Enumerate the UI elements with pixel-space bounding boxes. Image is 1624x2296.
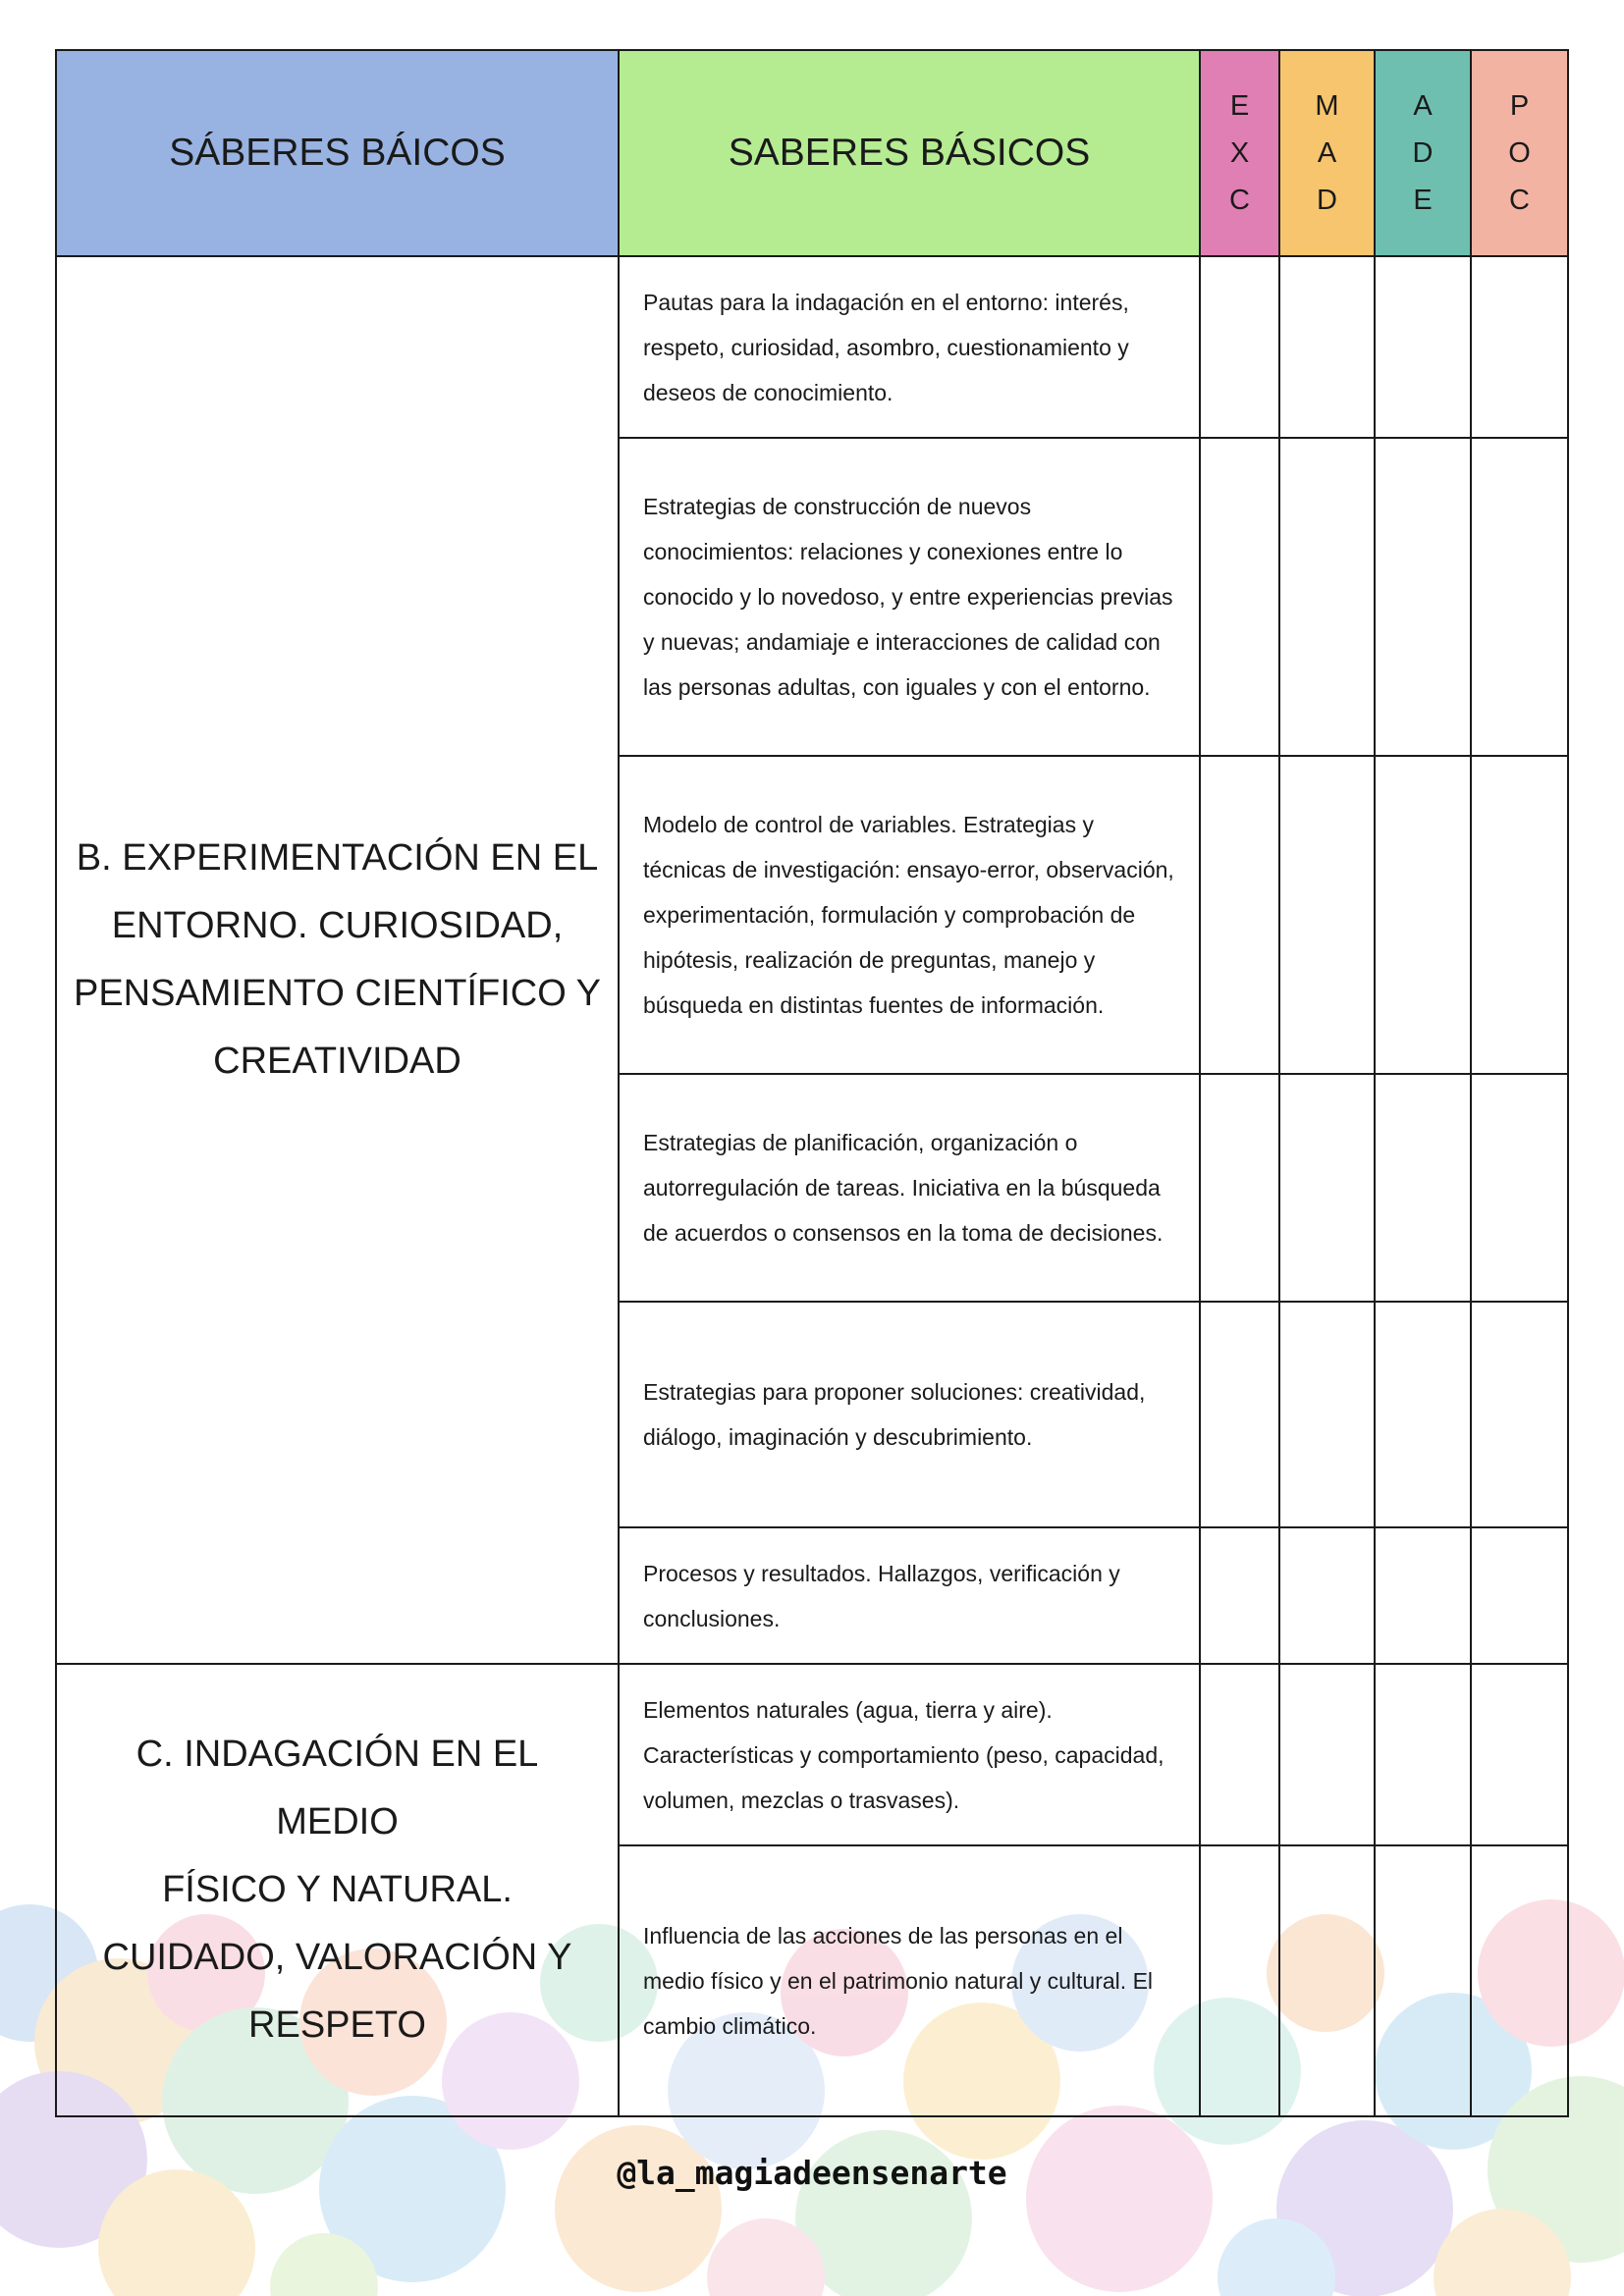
- exc-checkbox-cell[interactable]: [1200, 1845, 1279, 2116]
- poc-checkbox-cell[interactable]: [1471, 756, 1568, 1074]
- ade-checkbox-cell[interactable]: [1375, 1664, 1471, 1845]
- saber-text: Procesos y resultados. Hallazgos, verificación y conclusiones.: [619, 1527, 1200, 1664]
- mad-header: M A D: [1279, 50, 1375, 256]
- saber-text: Elementos naturales (agua, tierra y aire). Características y comportamiento (peso, capacidad, volumen, mezclas o trasvases).: [619, 1664, 1200, 1845]
- poc-checkbox-cell[interactable]: [1471, 1074, 1568, 1302]
- table-row: [56, 1664, 1568, 1845]
- poc-checkbox-cell[interactable]: [1471, 438, 1568, 756]
- table-row: [56, 256, 1568, 438]
- saber-text: Modelo de control de variables. Estrategias y técnicas de investigación: ensayo-error, observación, experimentación, formulación y comprobación de hipótesis, realización de preguntas, manejo y búsqueda en distintas fuentes de información.: [619, 756, 1200, 1074]
- mad-checkbox-cell[interactable]: [1279, 256, 1375, 438]
- mad-checkbox-cell[interactable]: [1279, 1302, 1375, 1527]
- saber-text: Estrategias de planificación, organización o autorregulación de tareas. Iniciativa en la búsqueda de acuerdos o consensos en la toma de decisiones.: [619, 1074, 1200, 1302]
- exc-header: E X C: [1200, 50, 1279, 256]
- ade-checkbox-cell[interactable]: [1375, 256, 1471, 438]
- mad-checkbox-cell[interactable]: [1279, 756, 1375, 1074]
- evaluation-table: [55, 49, 1569, 2117]
- poc-checkbox-cell[interactable]: [1471, 1664, 1568, 1845]
- poc-checkbox-cell[interactable]: [1471, 256, 1568, 438]
- ade-checkbox-cell[interactable]: [1375, 756, 1471, 1074]
- mad-checkbox-cell[interactable]: [1279, 1664, 1375, 1845]
- exc-checkbox-cell[interactable]: [1200, 756, 1279, 1074]
- exc-checkbox-cell[interactable]: [1200, 1074, 1279, 1302]
- header-row: [56, 50, 1568, 256]
- ade-header: A D E: [1375, 50, 1471, 256]
- saberes-header: SABERES BÁSICOS: [619, 50, 1200, 256]
- ade-checkbox-cell[interactable]: [1375, 438, 1471, 756]
- mad-checkbox-cell[interactable]: [1279, 438, 1375, 756]
- saber-text: Estrategias de construcción de nuevos conocimientos: relaciones y conexiones entre lo conocido y lo novedoso, y entre experiencias previas y nuevas; andamiaje e interacciones de calidad con las personas adultas, con iguales y con el entorno.: [619, 438, 1200, 756]
- mad-checkbox-cell[interactable]: [1279, 1527, 1375, 1664]
- ade-checkbox-cell[interactable]: [1375, 1845, 1471, 2116]
- exc-checkbox-cell[interactable]: [1200, 256, 1279, 438]
- area-section-c: C. INDAGACIÓN EN EL MEDIO FÍSICO Y NATURAL. CUIDADO, VALORACIÓN Y RESPETO: [56, 1664, 619, 2116]
- ade-checkbox-cell[interactable]: [1375, 1302, 1471, 1527]
- exc-checkbox-cell[interactable]: [1200, 1302, 1279, 1527]
- ade-checkbox-cell[interactable]: [1375, 1527, 1471, 1664]
- poc-header: P O C: [1471, 50, 1568, 256]
- poc-checkbox-cell[interactable]: [1471, 1845, 1568, 2116]
- exc-checkbox-cell[interactable]: [1200, 438, 1279, 756]
- mad-checkbox-cell[interactable]: [1279, 1845, 1375, 2116]
- saber-text: Influencia de las acciones de las personas en el medio físico y en el patrimonio natural y cultural. El cambio climático.: [619, 1845, 1200, 2116]
- footer-handle: @la_magiadeensenarte: [617, 2154, 1007, 2192]
- area-header: SÁBERES BÁICOS: [56, 50, 619, 256]
- saber-text: Pautas para la indagación en el entorno: interés, respeto, curiosidad, asombro, cuestionamiento y deseos de conocimiento.: [619, 256, 1200, 438]
- poc-checkbox-cell[interactable]: [1471, 1302, 1568, 1527]
- area-section-b: B. EXPERIMENTACIÓN EN EL ENTORNO. CURIOSIDAD, PENSAMIENTO CIENTÍFICO Y CREATIVIDAD: [56, 256, 619, 1664]
- mad-checkbox-cell[interactable]: [1279, 1074, 1375, 1302]
- exc-checkbox-cell[interactable]: [1200, 1527, 1279, 1664]
- poc-checkbox-cell[interactable]: [1471, 1527, 1568, 1664]
- saber-text: Estrategias para proponer soluciones: creatividad, diálogo, imaginación y descubrimiento.: [619, 1302, 1200, 1527]
- ade-checkbox-cell[interactable]: [1375, 1074, 1471, 1302]
- exc-checkbox-cell[interactable]: [1200, 1664, 1279, 1845]
